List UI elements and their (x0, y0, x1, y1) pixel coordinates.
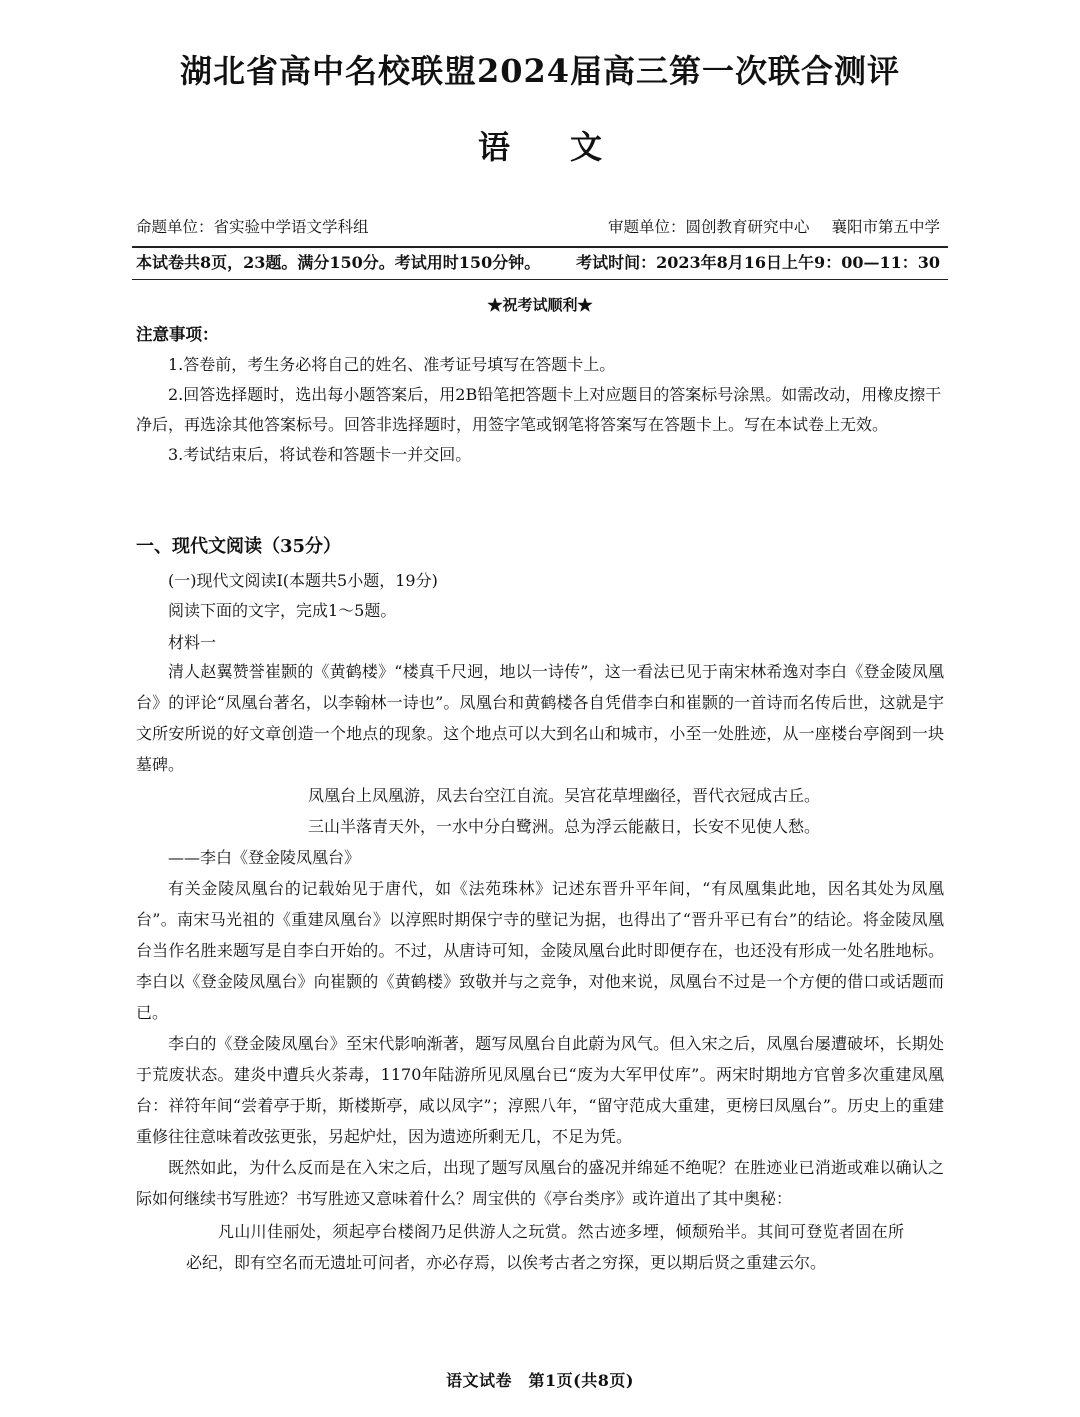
note-item: 1.答卷前，考生务必将自己的姓名、准考证号填写在答题卡上。 (168, 355, 616, 374)
note-item: 3.考试结束后，将试卷和答题卡一并交回。 (168, 445, 472, 464)
note-item: 2.回答选择题时，选出每小题答案后，用2B铅笔把答题卡上对应题目的答案标号涂黑。如需改动，用橡皮擦干净后，再选涂其他答案标号。回答非选择题时，用签字笔或钢笔将答案写在答题卡上。写在本试卷上无效。 (136, 385, 942, 434)
page-footer: 语文试卷 第1页(共8页) (446, 1371, 634, 1390)
reading-instruction: 阅读下面的文字，完成1～5题。 (168, 601, 397, 620)
material-label: 材料一 (168, 633, 217, 652)
credits-line (136, 214, 940, 240)
poem-line: 三山半落青天外，一水中分白鹭洲。总为浮云能蔽日，长安不见使人愁。 (308, 817, 821, 836)
section-heading: 一、现代文阅读（35分） (136, 536, 342, 557)
reviewer-label: 审题单位：圆创教育研究中心 (607, 218, 810, 236)
passage-paragraph: 清人赵翼赞誉崔颢的《黄鹤楼》“楼真千尺迥，地以一诗传”，这一看法已见于南宋林希逸对李白《登金陵凤凰台》的评论“凤凰台著名，以李翰林一诗也”。凤凰台和黄鹤楼各自凭借李白和崔颢的一首诗而名传后世，这就是宇文所安所说的好文章创造一个地点的现象。这个地点可以大到名山和城市，小至一处胜迹，从一座楼台亭阁到一块墓碑。 (136, 662, 944, 774)
block-quote (136, 1216, 944, 1278)
exam-summary: 本试卷共8页，23题。满分150分。考试用时150分钟。 (136, 253, 541, 272)
subsection-heading: (一)现代文阅读Ⅰ(本题共5小题，19分) (168, 571, 438, 590)
passage-paragraph: 李白的《登金陵凤凰台》至宋代影响渐著，题写凤凰台自此蔚为风气。但入宋之后，凤凰台屡遭破坏，长期处于荒废状态。建炎中遭兵火荼毒，1170年陆游所见凤凰台已“废为大军甲仗库”。两宋时期地方官曾多次重建凤凰台：祥符年间“尝着亭于斯，斯楼斯亭，咸以凤字”；淳熙八年，“留守范成大重建，更榜曰凤凰台”。历史上的重建重修往往意味着改弦更张，另起炉灶，因为遗迹所剩无几，不足为凭。 (136, 1034, 944, 1146)
exam-time: 考试时间：2023年8月16日上午9：00—11：30 (576, 253, 940, 272)
quote-text: 凡山川佳丽处，须起亭台楼阁乃足供游人之玩赏。然古迹多堙，倾颓殆半。其间可登览者固在所必纪，即有空名而无遗址可问者，亦必存焉，以俟考古者之穷探，更以期后贤之重建云尔。 (186, 1222, 904, 1272)
notes-list (136, 350, 944, 470)
exam-title: 湖北省高中名校联盟2024届高三第一次联合测评 (179, 52, 901, 90)
notes-heading: 注意事项： (136, 325, 219, 344)
subject-title: 语文 (477, 128, 662, 166)
poem-attribution: ——李白《登金陵凤凰台》 (168, 848, 361, 867)
reviewer-credit (608, 214, 940, 240)
header-divider (132, 246, 948, 248)
poem-line: 凤凰台上凤凰游，凤去台空江自流。吴宫花草埋幽径，晋代衣冠成古丘。 (308, 786, 821, 805)
exam-info-line (136, 250, 940, 276)
passage-paragraph: 既然如此，为什么反而是在入宋之后，出现了题写凤凰台的盛况并绵延不绝呢？在胜迹业已消逝或难以确认之际如何继续书写胜迹？书写胜迹又意味着什么？周宝供的《亭台类序》或许道出了其中奥秘： (136, 1158, 944, 1208)
reviewer-school: 襄阳市第五中学 (831, 218, 940, 236)
good-luck-banner: ★祝考试顺利★ (487, 296, 593, 314)
reading-passage (136, 656, 944, 1278)
passage-paragraph: 有关金陵凤凰台的记载始见于唐代，如《法苑珠林》记述东晋升平年间，“有凤凰集此地，因名其处为凤凰台”。南宋马光祖的《重建凤凰台》以淳熙时期保宁寺的壁记为据，也得出了“晋升平已有台”的结论。将金陵凤凰台当作名胜来题写是自李白开始的。不过，从唐诗可知，金陵凤凰台此时即便存在，也还没有形成一处名胜地标。李白以《登金陵凤凰台》向崔颢的《黄鹤楼》致敬并与之竞争，对他来说，凤凰台不过是一个方便的借口或话题而已。 (136, 879, 944, 1022)
setter-credit: 命题单位：省实验中学语文学科组 (136, 218, 369, 236)
info-divider (132, 279, 948, 280)
